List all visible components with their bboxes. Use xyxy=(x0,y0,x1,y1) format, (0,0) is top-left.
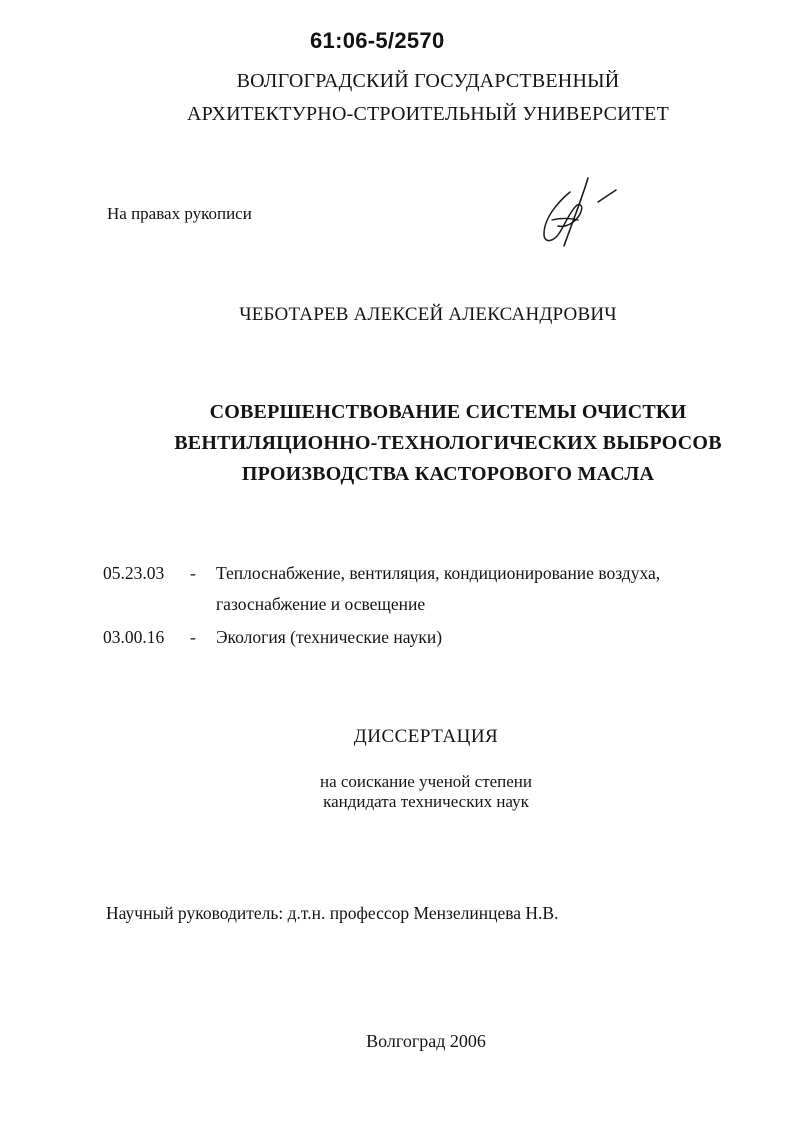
specialty-code: 05.23.03 xyxy=(103,563,165,583)
specialty-dash: - xyxy=(190,563,196,583)
scientific-adviser: Научный руководитель: д.т.н. профессор Мензелинцева Н.В. xyxy=(106,903,559,923)
specialty-description-continuation: газоснабжение и освещение xyxy=(216,594,426,614)
university-name-line2: АРХИТЕКТУРНО-СТРОИТЕЛЬНЫЙ УНИВЕРСИТЕТ xyxy=(186,103,670,125)
specialty-description: Экология (технические науки) xyxy=(216,627,443,647)
author-name: ЧЕБОТАРЕВ АЛЕКСЕЙ АЛЕКСАНДРОВИЧ xyxy=(239,304,617,325)
specialty-description: Теплоснабжение, вентиляция, кондиционирование воздуха, xyxy=(216,563,661,583)
degree-line2: кандидата технических наук xyxy=(323,792,529,811)
catalog-code: 61:06-5/2570 xyxy=(310,28,445,53)
dissertation-title-line2: ВЕНТИЛЯЦИОННО-ТЕХНОЛОГИЧЕСКИХ ВЫБРОСОВ xyxy=(174,432,722,454)
specialty-code: 03.00.16 xyxy=(103,627,165,647)
degree-line1: на соискание ученой степени xyxy=(319,772,533,791)
dissertation-title-line1: СОВЕРШЕНСТВОВАНИЕ СИСТЕМЫ ОЧИСТКИ xyxy=(209,401,687,423)
handwritten-signature xyxy=(530,172,620,252)
university-name-line1: ВОЛГОГРАДСКИЙ ГОСУДАРСТВЕННЫЙ xyxy=(236,70,620,92)
specialty-dash: - xyxy=(190,627,196,647)
dissertation-title-line3: ПРОИЗВОДСТВА КАСТОРОВОГО МАСЛА xyxy=(241,463,655,485)
manuscript-rights-note: На правах рукописи xyxy=(107,204,252,223)
place-and-year: Волгоград 2006 xyxy=(366,1031,486,1051)
document-type: ДИССЕРТАЦИЯ xyxy=(353,726,499,747)
